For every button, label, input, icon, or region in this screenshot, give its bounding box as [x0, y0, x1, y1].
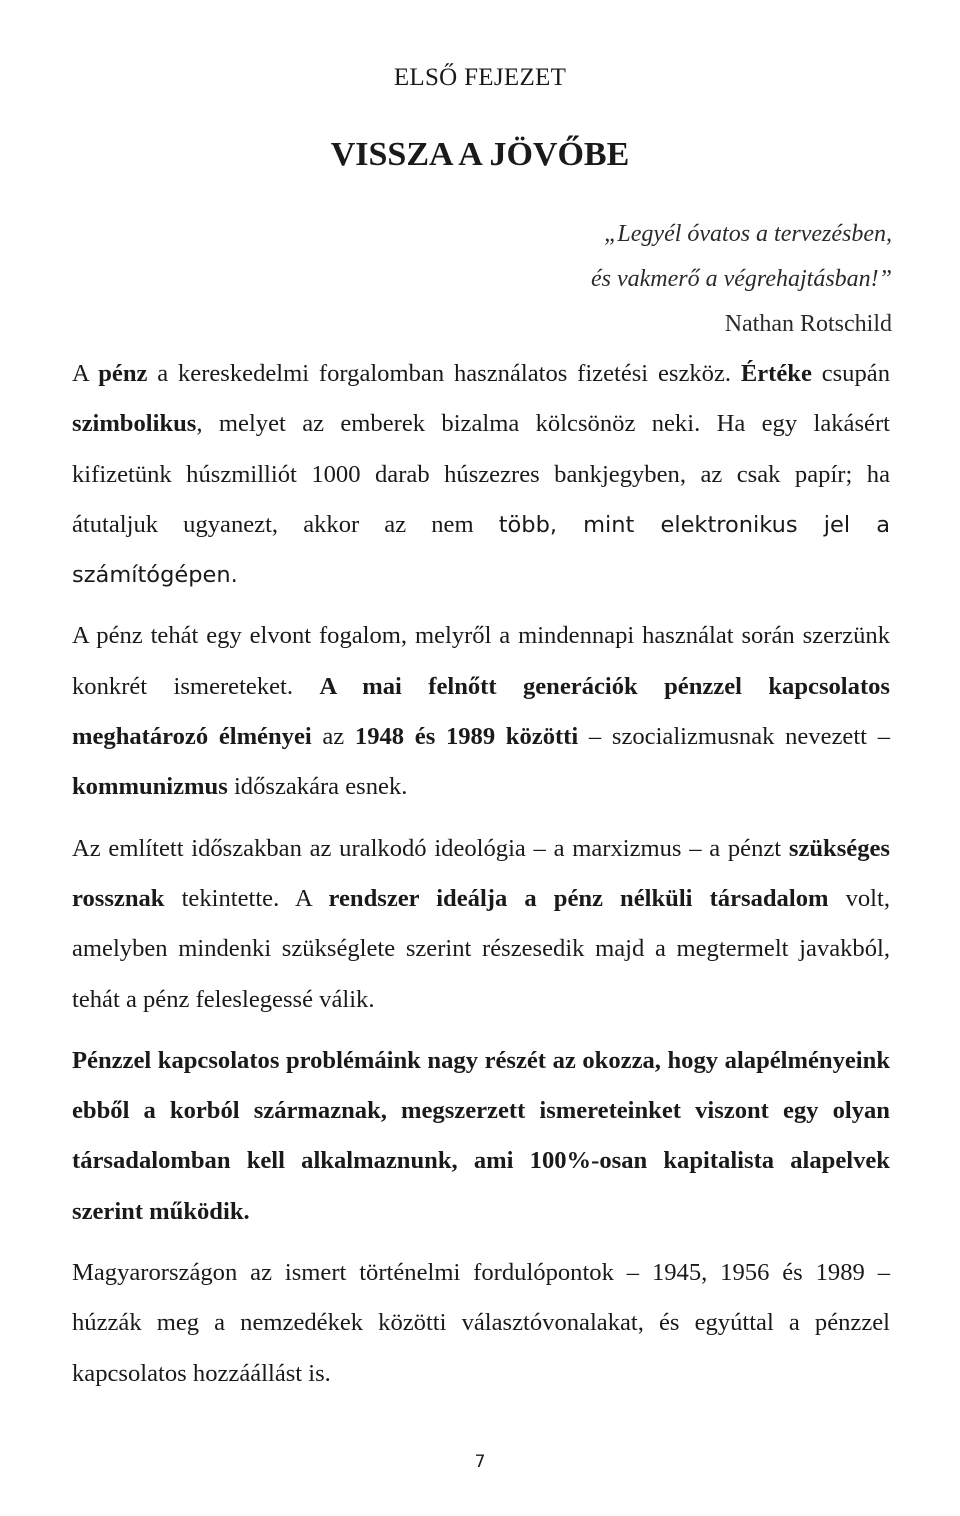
text-segment: , melyet az emberek bizalma kölcsönöz neki. Ha egy lakásért kifizetünk húszmilliót 1000 darab húszezres bankjegyben, az csak papír; ha átutaljuk ugyanezt, akkor az nem	[72, 410, 890, 538]
paragraph	[72, 1248, 890, 1399]
text-segment: A pénz tehát egy elvont fogalom, melyről a mindennapi használat során szerzünk konkrét ismereteket.	[72, 622, 890, 700]
page-number: 7	[474, 1452, 486, 1472]
text-segment: időszakára esnek.	[227, 773, 408, 801]
text-segment: volt, amelyben mindenki szükséglete szerint részesedik majd a megtermelt javakból, tehát a pénz feleslegessé válik.	[72, 884, 890, 1013]
text-segment: Magyarországon az ismert történelmi fordulópontok – 1945, 1956 és 1989 – húzzák meg a nemzedékek közötti választóvonalakat, és egyúttal a pénzzel kapcsolatos hozzáállást is.	[72, 1259, 890, 1387]
text-segment: A	[72, 360, 99, 387]
chapter-title: VISSZA A JÖVŐBE	[330, 136, 630, 173]
paragraph	[72, 349, 890, 600]
chapter-label: ELSŐ FEJEZET	[393, 64, 567, 91]
bold-text-segment: rendszer ideálja a pénz nélküli társadalom	[328, 884, 829, 912]
epigraph-line-2: és vakmerő a végrehajtásban!”	[590, 266, 892, 292]
epigraph-line-1: „Legyél óvatos a tervezésben,	[604, 221, 892, 247]
body-text	[72, 349, 890, 1410]
text-segment: az	[311, 723, 355, 751]
bold-text-segment: kommunizmus	[72, 773, 228, 801]
text-segment: tekintette. A	[164, 884, 329, 912]
text-segment: – szocializmusnak nevezett –	[578, 723, 890, 751]
bold-text-segment: A mai felnőtt generációk pénzzel kapcsolatos meghatározó élményei	[72, 672, 890, 751]
epigraph-author: Nathan Rotschild	[724, 311, 892, 337]
bold-text-segment: 1948 és 1989 közötti	[354, 723, 579, 751]
text-segment: csupán	[811, 360, 890, 387]
bold-text-segment: szimbolikus	[72, 410, 197, 438]
text-segment: több, mint elektronikus jel a számítógépen.	[72, 511, 890, 589]
paragraph	[72, 611, 890, 812]
bold-text-segment: Értéke	[740, 360, 812, 387]
text-segment: Az említett időszakban az uralkodó ideológia – a marxizmus – a pénzt	[72, 834, 789, 862]
text-segment: a kereskedelmi forgalomban használatos fizetési eszköz.	[147, 360, 741, 387]
paragraph	[72, 1036, 890, 1237]
bold-text-segment: pénz	[98, 360, 148, 387]
paragraph	[72, 824, 890, 1025]
bold-text-segment: Pénzzel kapcsolatos problémáink nagy részét az okozza, hogy alapélményeink ebből a korból származnak, megszerzett ismereteinket viszont egy olyan társadalomban kell alkalmaznunk, ami 100%-osan kapitalista alapelvek szerint működik.	[72, 1046, 890, 1225]
epigraph	[591, 212, 892, 347]
bold-text-segment: szükséges rossznak	[72, 834, 890, 912]
